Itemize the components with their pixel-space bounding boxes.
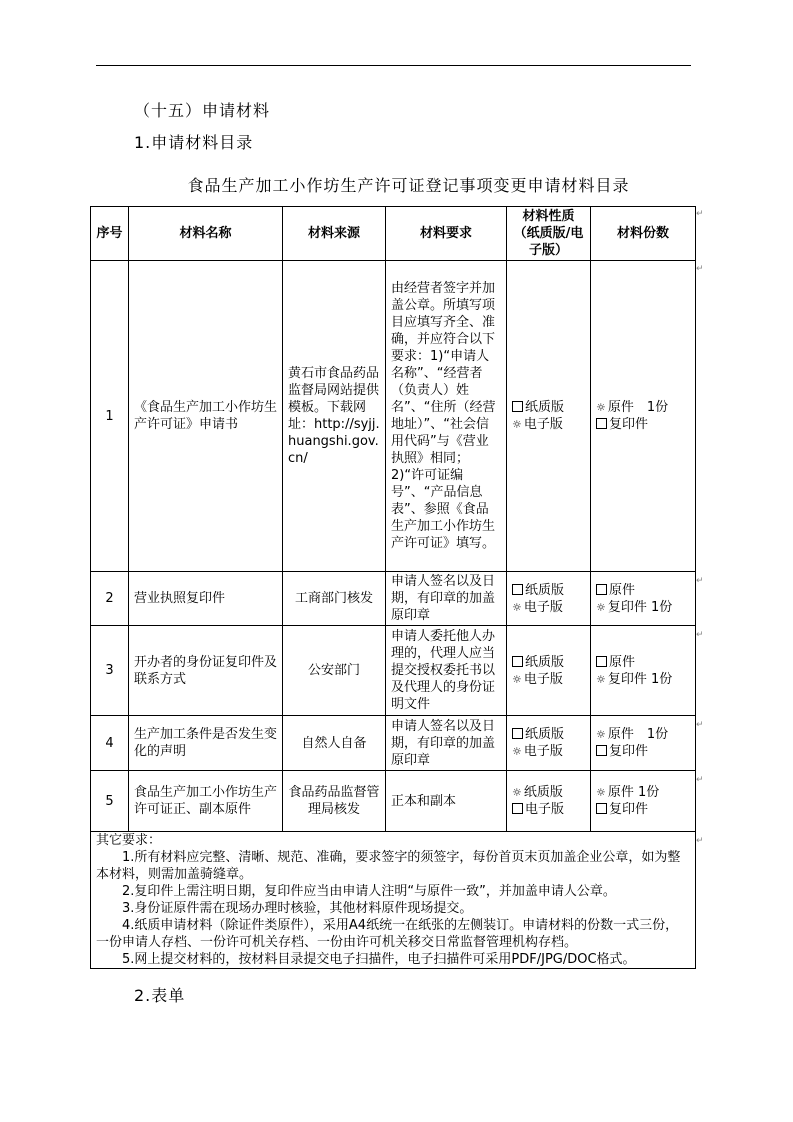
row-requirement: 正本和副本 [386, 771, 507, 832]
checkbox-icon [596, 656, 607, 667]
table-row [91, 716, 696, 771]
row-source: 食品药品监督管理局核发 [283, 771, 386, 832]
nature-option: ☼ 电子版 [512, 744, 563, 759]
paragraph-mark-icon: ↵ [696, 630, 704, 640]
note-item: 4.纸质申请材料（除证件类原件），采用A4纸统一在纸张的左侧装订。申请材料的份数一式三份，一份申请人存档、一份许可机关存档、一份由许可机关移交日常监督管理机构存档。 [96, 918, 679, 950]
checkbox-icon [512, 803, 523, 814]
nature-option: 纸质版 [512, 726, 585, 743]
nature-option: ☼ 电子版 [512, 671, 563, 687]
checkbox-icon [596, 745, 607, 756]
notes-row [91, 832, 696, 969]
row-source: 公安部门 [283, 626, 386, 716]
table-row [91, 626, 696, 716]
header-nature: 材料性质（纸质版/电子版） [507, 207, 591, 261]
note-item: 5.网上提交材料的，按材料目录提交电子扫描件，电子扫描件可采用PDF/JPG/DOC格式。 [122, 952, 636, 967]
row-requirement: 申请人签名以及日期，有印章的加盖原印章 [386, 572, 507, 626]
paragraph-mark-icon: ↵ [696, 264, 704, 274]
row-source: 自然人自备 [283, 716, 386, 771]
other-requirements [91, 832, 696, 969]
row-copies [591, 771, 696, 832]
note-item: 3.身份证原件需在现场办理时核验，其他材料原件现场提交。 [122, 901, 473, 916]
checkbox-icon: ☼ [512, 672, 522, 686]
table-title: 食品生产加工小作坊生产许可证登记事项变更申请材料目录 [187, 176, 630, 195]
row-source: 黄石市食品药品监督局网站提供模板。下载网址：http://syjj.huangshi.gov.cn/ [283, 261, 386, 572]
header-rule [96, 65, 691, 66]
copies-option: ☼ 原件 1份 [596, 785, 660, 800]
header-row [91, 207, 696, 261]
row-source: 工商部门核发 [283, 572, 386, 626]
row-name: 营业执照复印件 [129, 572, 283, 626]
paragraph-mark-icon: ↵ [696, 209, 704, 219]
nature-option: 纸质版 [512, 654, 585, 671]
copies-option: 复印件 [596, 416, 690, 433]
paragraph-mark-icon: ↵ [696, 576, 704, 586]
subsection-heading: 1.申请材料目录 [134, 133, 254, 152]
checkbox-icon: ☼ [596, 672, 606, 686]
header-copies: 材料份数 [591, 207, 696, 261]
copies-option: 复印件 [596, 743, 690, 760]
paragraph-mark-icon: ↵ [696, 720, 704, 730]
row-nature [507, 771, 591, 832]
row-nature [507, 716, 591, 771]
section-heading: （十五）申请材料 [134, 101, 271, 120]
note-item: 1.所有材料应完整、清晰、规范、准确，要求签字的须签字，每份首页末页加盖企业公章，如为整本材料，则需加盖骑缝章。 [96, 850, 681, 882]
copies-option: ☼ 复印件 1份 [596, 599, 673, 615]
checkbox-icon: ☼ [596, 786, 606, 799]
checkbox-icon [596, 584, 607, 595]
row-nature [507, 261, 591, 572]
table-row [91, 572, 696, 626]
row-requirement: 申请人签名以及日期，有印章的加盖原印章 [386, 716, 507, 771]
row-requirement: 由经营者签字并加盖公章。所填写项目应填写齐全、准确，并应符合以下要求：1)“申请人名称”、“经营者（负责人）姓名”、“住所（经营地址）”、“社会信用代码”与《营业执照》相同；2)“许可证编号”、“产品信息表”、参照《食品生产加工小作坊生产许可证》填写。 [386, 261, 507, 572]
row-name: 《食品生产加工小作坊生产许可证》申请书 [129, 261, 283, 572]
table-row [91, 261, 696, 572]
nature-option: 纸质版 [512, 399, 585, 416]
checkbox-icon [512, 728, 523, 739]
row-name: 生产加工条件是否发生变化的声明 [129, 716, 283, 771]
row-copies [591, 716, 696, 771]
row-seq: 3 [91, 626, 129, 716]
row-name: 开办者的身份证复印件及联系方式 [129, 626, 283, 716]
table-row [91, 771, 696, 832]
row-name: 食品生产加工小作坊生产许可证正、副本原件 [129, 771, 283, 832]
materials-table [90, 206, 696, 969]
copies-option: 复印件 [596, 801, 690, 818]
checkbox-icon [596, 803, 607, 814]
copies-option: 原件 [596, 582, 690, 599]
copies-option: 原件 [596, 654, 690, 671]
copies-option: ☼ 复印件 1份 [596, 671, 673, 687]
row-copies [591, 626, 696, 716]
header-requirement: 材料要求 [386, 207, 507, 261]
checkbox-icon [512, 401, 523, 412]
nature-option: ☼ 纸质版 [512, 785, 563, 800]
checkbox-icon [512, 656, 523, 667]
checkbox-icon: ☼ [596, 401, 606, 414]
checkbox-icon: ☼ [596, 728, 606, 741]
row-copies [591, 261, 696, 572]
row-seq: 1 [91, 261, 129, 572]
row-copies [591, 572, 696, 626]
paragraph-mark-icon: ↵ [696, 775, 704, 785]
checkbox-icon: ☼ [512, 418, 522, 431]
nature-option: ☼ 电子版 [512, 417, 563, 432]
row-nature [507, 572, 591, 626]
copies-option: ☼ 原件 1份 [596, 727, 669, 742]
row-seq: 4 [91, 716, 129, 771]
nature-option: 纸质版 [512, 582, 585, 599]
checkbox-icon [512, 584, 523, 595]
nature-option: ☼ 电子版 [512, 599, 563, 615]
header-name: 材料名称 [129, 207, 283, 261]
row-nature [507, 626, 591, 716]
notes-title: 其它要求： [96, 833, 162, 848]
checkbox-icon: ☼ [512, 745, 522, 758]
row-seq: 2 [91, 572, 129, 626]
checkbox-icon [596, 418, 607, 429]
row-seq: 5 [91, 771, 129, 832]
header-seq: 序号 [91, 207, 129, 261]
copies-option: ☼ 原件 1份 [596, 400, 669, 415]
header-source: 材料来源 [283, 207, 386, 261]
next-heading: 2.表单 [134, 986, 186, 1005]
nature-option: 电子版 [512, 801, 585, 818]
checkbox-icon: ☼ [596, 600, 606, 614]
row-requirement: 申请人委托他人办理的，代理人应当提交授权委托书以及代理人的身份证明文件 [386, 626, 507, 716]
paragraph-mark-icon: ↵ [696, 836, 704, 846]
checkbox-icon: ☼ [512, 600, 522, 614]
note-item: 2.复印件上需注明日期，复印件应当由申请人注明“与原件一致”，并加盖申请人公章。 [122, 884, 616, 899]
checkbox-icon: ☼ [512, 786, 522, 799]
